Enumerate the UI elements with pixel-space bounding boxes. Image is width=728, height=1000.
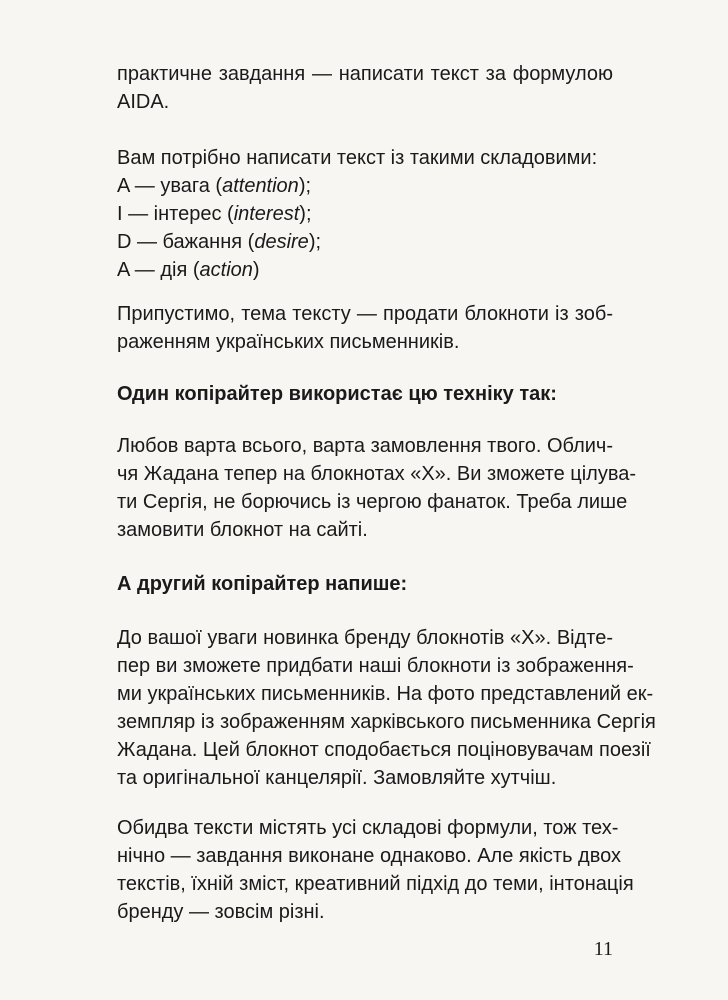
second-text-line: ми українських письменників. На фото представлений ек- xyxy=(117,683,654,705)
components-list xyxy=(117,144,613,284)
component-prefix: D — бажання ( xyxy=(117,231,255,253)
component-term: attention xyxy=(222,175,299,197)
conclusion-line: текстів, їхній зміст, креативний підхід до теми, інтонація xyxy=(117,873,634,895)
page-number: 11 xyxy=(593,938,613,960)
intro-paragraph xyxy=(117,60,613,116)
topic-line-2: раженням українських письменників. xyxy=(117,331,460,353)
conclusion-line: бренду — зовсім різні. xyxy=(117,901,325,923)
intro-line-2: AIDA. xyxy=(117,91,170,113)
component-item xyxy=(117,172,613,200)
first-text-line: ти Сергія, не борючись із чергою фанаток. Треба лише xyxy=(117,491,628,513)
first-copywriter-text xyxy=(117,432,637,544)
first-text-line: чя Жадана тепер на блокнотах «Х». Ви зможете цілува- xyxy=(117,463,637,485)
conclusion-line: нічно — завдання виконане однаково. Але якість двох xyxy=(117,845,622,867)
second-text-line: земпляр із зображенням харківського письменника Сергія xyxy=(117,711,656,733)
second-text-line: Жадана. Цей блокнот сподобається поціновувачам поезії xyxy=(117,739,651,761)
component-term: interest xyxy=(233,203,300,225)
intro-line-1: практичне завдання — написати текст за формулою xyxy=(117,63,613,85)
topic-line-1: Припустимо, тема тексту — продати блокноти із зоб- xyxy=(117,303,613,325)
component-prefix: A — дія ( xyxy=(117,259,200,281)
component-term: desire xyxy=(254,231,309,253)
conclusion-paragraph xyxy=(117,814,634,926)
component-suffix: ); xyxy=(299,203,312,225)
component-suffix: ) xyxy=(252,259,260,281)
first-text-line: замовити блокнот на сайті. xyxy=(117,519,368,541)
component-prefix: I — інтерес ( xyxy=(117,203,234,225)
component-item xyxy=(117,200,613,228)
components-lead: Вам потрібно написати текст із такими складовими: xyxy=(117,147,598,169)
component-suffix: ); xyxy=(298,175,312,197)
topic-paragraph xyxy=(117,300,613,356)
component-item xyxy=(117,228,613,256)
component-term: action xyxy=(199,259,253,281)
component-item xyxy=(117,256,613,284)
first-copywriter-heading: Один копірайтер використає цю техніку так: xyxy=(117,383,557,405)
second-copywriter-heading: А другий копірайтер напише: xyxy=(117,573,408,595)
first-text-line: Любов варта всього, варта замовлення твого. Облич- xyxy=(117,435,613,457)
second-text-line: та оригінальної канцелярії. Замовляйте хутчіш. xyxy=(117,767,557,789)
component-suffix: ); xyxy=(308,231,322,253)
second-copywriter-text xyxy=(117,624,656,792)
second-text-line: До вашої уваги новинка бренду блокнотів «Х». Відте- xyxy=(117,627,613,649)
second-text-line: пер ви зможете придбати наші блокноти із зображення- xyxy=(117,655,634,677)
component-prefix: A — увага ( xyxy=(117,175,223,197)
conclusion-line: Обидва тексти містять усі складові формули, тож тех- xyxy=(117,817,619,839)
